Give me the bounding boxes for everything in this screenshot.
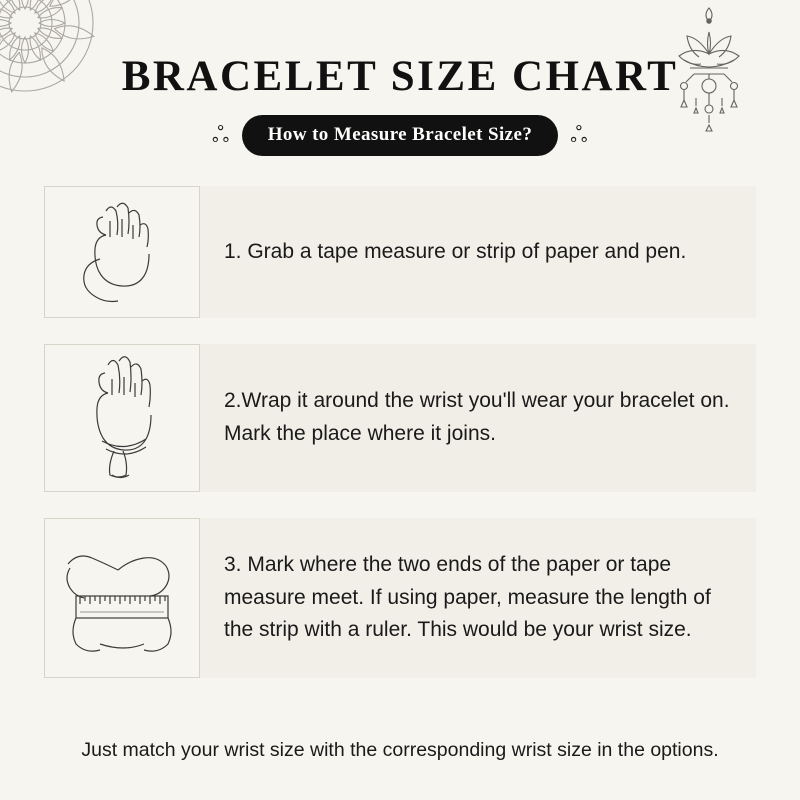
step-1-illustration	[44, 186, 200, 318]
list-item	[44, 344, 756, 492]
step-2-illustration	[44, 344, 200, 492]
list-item	[44, 518, 756, 678]
hand-wrapped-tape-icon	[62, 351, 182, 485]
hands-measuring-ruler-icon	[54, 538, 190, 658]
flourish-right-icon: ஃ	[570, 122, 588, 148]
subtitle-pill: How to Measure Bracelet Size?	[242, 115, 559, 156]
step-1-text: 1. Grab a tape measure or strip of paper and pen.	[224, 239, 687, 263]
fist-hand-with-tape-icon	[62, 193, 182, 311]
step-2-text: 2.Wrap it around the wrist you'll wear your bracelet on. Mark the place where it joins.	[224, 389, 730, 445]
list-item	[44, 186, 756, 318]
flourish-left-icon: ஃ	[212, 122, 230, 148]
page-title: BRACELET SIZE CHART	[121, 53, 679, 100]
step-3-text: 3. Mark where the two ends of the paper or tape measure meet. If using paper, measure the length of the strip with a ruler. This would be your wrist size.	[224, 553, 711, 642]
footer-note: Just match your wrist size with the corresponding wrist size in the options.	[81, 739, 719, 761]
subtitle-row	[0, 115, 800, 156]
step-3-illustration	[44, 518, 200, 678]
steps-list	[44, 186, 756, 678]
